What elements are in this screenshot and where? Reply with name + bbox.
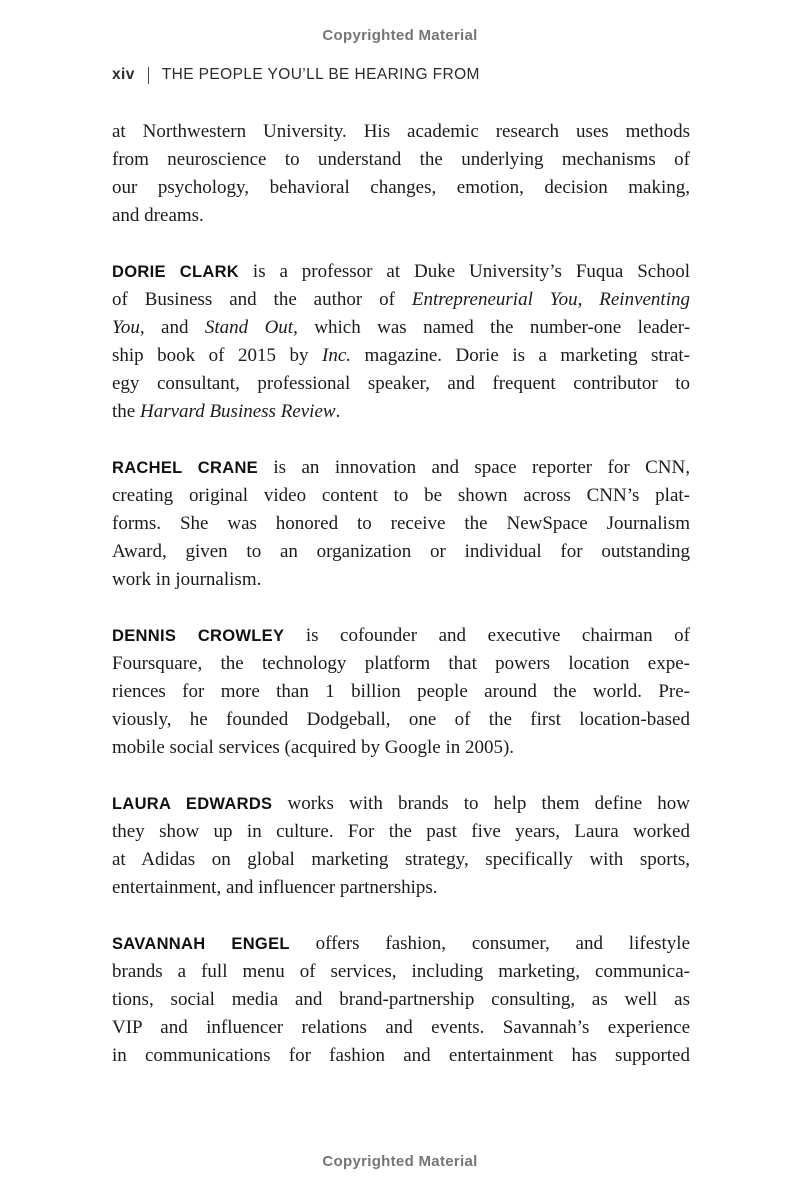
bio-paragraph [112,258,690,426]
running-header-title: THE PEOPLE YOU’LL BE HEARING FROM [161,66,480,83]
body-run: , which was named the number-one leader- [293,317,691,338]
bio-paragraph [112,118,690,230]
body-run: and dreams. [112,205,204,226]
text-line [112,174,690,202]
running-header [112,66,690,84]
body-run: , and [139,317,205,338]
body-run: they show up in culture. For the past five years, Laura worked [112,821,690,842]
body-run: at Northwestern University. His academic research uses methods [112,121,690,142]
body-run: VIP and influencer relations and events. Savannah’s experience [112,1017,690,1038]
text-line [112,706,690,734]
text-line [112,146,690,174]
text-line [112,818,690,846]
text-line [112,1014,690,1042]
text-line [112,482,690,510]
body-run: . [335,401,341,422]
text-line [112,790,690,818]
italic-title: Reinventing [599,289,690,310]
italic-title: Entrepreneurial You [411,289,578,310]
text-line [112,874,690,902]
copyright-notice-top: Copyrighted Material [322,27,478,44]
text-line [112,678,690,706]
text-line [112,342,690,370]
text-line [112,986,690,1014]
speaker-name: SAVANNAH ENGEL [112,935,290,953]
text-line [112,202,690,230]
body-run: from neuroscience to understand the underlying mechanisms of [112,149,690,170]
body-run: the [112,401,140,422]
body-run: magazine. Dorie is a marketing strat- [351,345,690,366]
text-line [112,314,690,342]
body-run: ship book of 2015 by [112,345,322,366]
body-text-column [112,118,690,1098]
copyright-notice-bottom: Copyrighted Material [322,1153,478,1170]
text-line [112,398,690,426]
body-run: at Adidas on global marketing strategy, specifically with sports, [112,849,690,870]
body-run: viously, he founded Dodgeball, one of the first location-based [112,709,690,730]
bio-paragraph [112,622,690,762]
body-run: is an innovation and space reporter for CNN, [257,457,690,478]
body-run: is a professor at Duke University’s Fuqua School [239,261,690,282]
body-run: mobile social services (acquired by Google in 2005). [112,737,515,758]
text-line [112,622,690,650]
page-number: xiv [112,66,135,83]
body-run: egy consultant, professional speaker, and frequent contributor to [112,373,690,394]
text-line [112,650,690,678]
body-run: is cofounder and executive chairman of [284,625,690,646]
body-run: work in journalism. [112,569,262,590]
speaker-name: LAURA EDWARDS [112,795,273,813]
body-run: riences for more than 1 billion people around the world. Pre- [112,681,690,702]
italic-title: You [112,317,140,338]
body-run: creating original video content to be shown across CNN’s plat- [112,485,690,506]
text-line [112,566,690,594]
bio-paragraph [112,454,690,594]
body-run: Award, given to an organization or individual for outstanding [112,541,690,562]
body-run: of Business and the author of [112,289,412,310]
text-line [112,846,690,874]
speaker-name: RACHEL CRANE [112,459,258,477]
body-run: tions, social media and brand-partnership consulting, as well as [112,989,690,1010]
header-divider [148,67,149,84]
italic-title: Stand Out [204,317,294,338]
text-line [112,734,690,762]
text-line [112,258,690,286]
speaker-name: DORIE CLARK [112,263,240,281]
italic-title: Inc. [322,345,352,366]
text-line [112,1042,690,1070]
body-run: entertainment, and influencer partnerships. [112,877,438,898]
body-run: , [577,289,600,310]
text-line [112,118,690,146]
text-line [112,510,690,538]
body-run: in communications for fashion and entertainment has supported [112,1045,690,1066]
body-run: offers fashion, consumer, and lifestyle [289,933,691,954]
speaker-name: DENNIS CROWLEY [112,627,285,645]
body-run: works with brands to help them define how [272,793,690,814]
italic-title: Harvard Business Review [139,401,336,422]
text-line [112,538,690,566]
bio-paragraph [112,790,690,902]
text-line [112,370,690,398]
text-line [112,958,690,986]
text-line [112,454,690,482]
body-run: forms. She was honored to receive the NewSpace Journalism [112,513,690,534]
body-run: brands a full menu of services, including marketing, communica- [112,961,690,982]
body-run: Foursquare, the technology platform that powers location expe- [112,653,690,674]
bio-paragraph [112,930,690,1070]
text-line [112,286,690,314]
text-line [112,930,690,958]
body-run: our psychology, behavioral changes, emotion, decision making, [112,177,690,198]
